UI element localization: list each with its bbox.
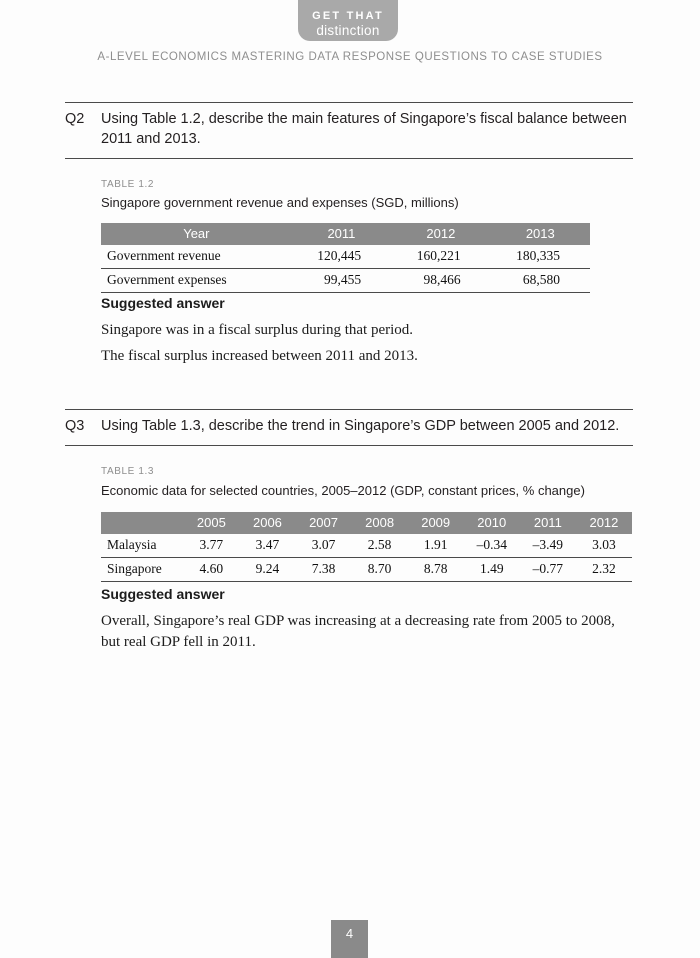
page-number: 4: [345, 926, 354, 941]
table-1-3-label: TABLE 1.3: [101, 466, 155, 477]
cell-malaysia-2011: –3.49: [520, 534, 576, 558]
table-1-2-col-year: Year: [101, 223, 292, 245]
answer-paragraph: The fiscal surplus increased between 2011 and 2013.: [101, 348, 418, 364]
table-1-3-col-blank: [101, 512, 183, 534]
table-row: [101, 558, 632, 582]
question-number-q2: Q2: [65, 111, 85, 127]
row-label-government-revenue: Government revenue: [101, 245, 292, 269]
cell-singapore-2009: 8.78: [408, 558, 464, 582]
badge-line1: GET THAT: [312, 10, 384, 22]
answer-paragraph: Overall, Singapore’s real GDP was increasing at a decreasing rate from 2005 to 2008, but real GDP fell in 2011.: [101, 613, 615, 650]
table-1-3-col-2008: 2008: [352, 512, 408, 534]
table-1-2: [101, 223, 590, 293]
cell-singapore-2005: 4.60: [183, 558, 239, 582]
cell-singapore-2012: 2.32: [576, 558, 632, 582]
table-1-3-col-2005: 2005: [183, 512, 239, 534]
table-1-2-col-2013: 2013: [491, 223, 590, 245]
table-1-2-col-2012: 2012: [391, 223, 490, 245]
cell-malaysia-2007: 3.07: [295, 534, 351, 558]
cell-malaysia-2010: –0.34: [464, 534, 520, 558]
row-label-malaysia: Malaysia: [101, 534, 183, 558]
cell-malaysia-2009: 1.91: [408, 534, 464, 558]
cell-expenses-2013: 68,580: [491, 269, 590, 293]
table-1-3-col-2007: 2007: [295, 512, 351, 534]
table-1-3-col-2011: 2011: [520, 512, 576, 534]
cell-expenses-2011: 99,455: [292, 269, 391, 293]
cell-malaysia-2005: 3.77: [183, 534, 239, 558]
table-1-2-col-2011: 2011: [292, 223, 391, 245]
table-row: [101, 534, 632, 558]
table-1-3: [101, 512, 632, 582]
table-1-2-caption: Singapore government revenue and expenses (SGD, millions): [101, 195, 459, 210]
row-label-singapore: Singapore: [101, 558, 183, 582]
cell-singapore-2010: 1.49: [464, 558, 520, 582]
cell-singapore-2007: 7.38: [295, 558, 351, 582]
question-text-q3: Using Table 1.3, describe the trend in Singapore’s GDP between 2005 and 2012.: [101, 418, 620, 434]
cell-singapore-2006: 9.24: [239, 558, 295, 582]
table-1-3-col-2010: 2010: [464, 512, 520, 534]
cell-expenses-2012: 98,466: [391, 269, 490, 293]
badge-line2: distinction: [316, 23, 380, 38]
cell-malaysia-2006: 3.47: [239, 534, 295, 558]
cell-malaysia-2008: 2.58: [352, 534, 408, 558]
table-1-3-col-2006: 2006: [239, 512, 295, 534]
cell-singapore-2008: 8.70: [352, 558, 408, 582]
table-row: [101, 245, 590, 269]
cell-revenue-2011: 120,445: [292, 245, 391, 269]
table-1-3-caption: Economic data for selected countries, 2005–2012 (GDP, constant prices, % change): [101, 483, 585, 498]
question-q2: [65, 102, 633, 159]
table-1-3-header-row: [101, 512, 632, 534]
cell-malaysia-2012: 3.03: [576, 534, 632, 558]
table-1-2-header-row: [101, 223, 590, 245]
table-1-3-col-2009: 2009: [408, 512, 464, 534]
row-label-government-expenses: Government expenses: [101, 269, 292, 293]
cell-singapore-2011: –0.77: [520, 558, 576, 582]
suggested-answer-heading-q3: Suggested answer: [101, 586, 225, 602]
question-text-q2: Using Table 1.2, describe the main features of Singapore’s fiscal balance between 2011 and 2013.: [101, 111, 627, 147]
cell-revenue-2013: 180,335: [491, 245, 590, 269]
suggested-answer-heading-q2: Suggested answer: [101, 295, 225, 311]
table-1-2-label: TABLE 1.2: [101, 179, 155, 190]
table-row: [101, 269, 590, 293]
question-q3: [65, 409, 633, 446]
running-head: A-LEVEL ECONOMICS MASTERING DATA RESPONSE QUESTIONS TO CASE STUDIES: [97, 51, 603, 63]
cell-revenue-2012: 160,221: [391, 245, 490, 269]
distinction-badge: [298, 0, 398, 41]
question-number-q3: Q3: [65, 418, 85, 434]
table-1-3-col-2012: 2012: [576, 512, 632, 534]
page-number-badge: [331, 920, 368, 958]
answer-paragraph: Singapore was in a fiscal surplus during that period.: [101, 322, 414, 338]
